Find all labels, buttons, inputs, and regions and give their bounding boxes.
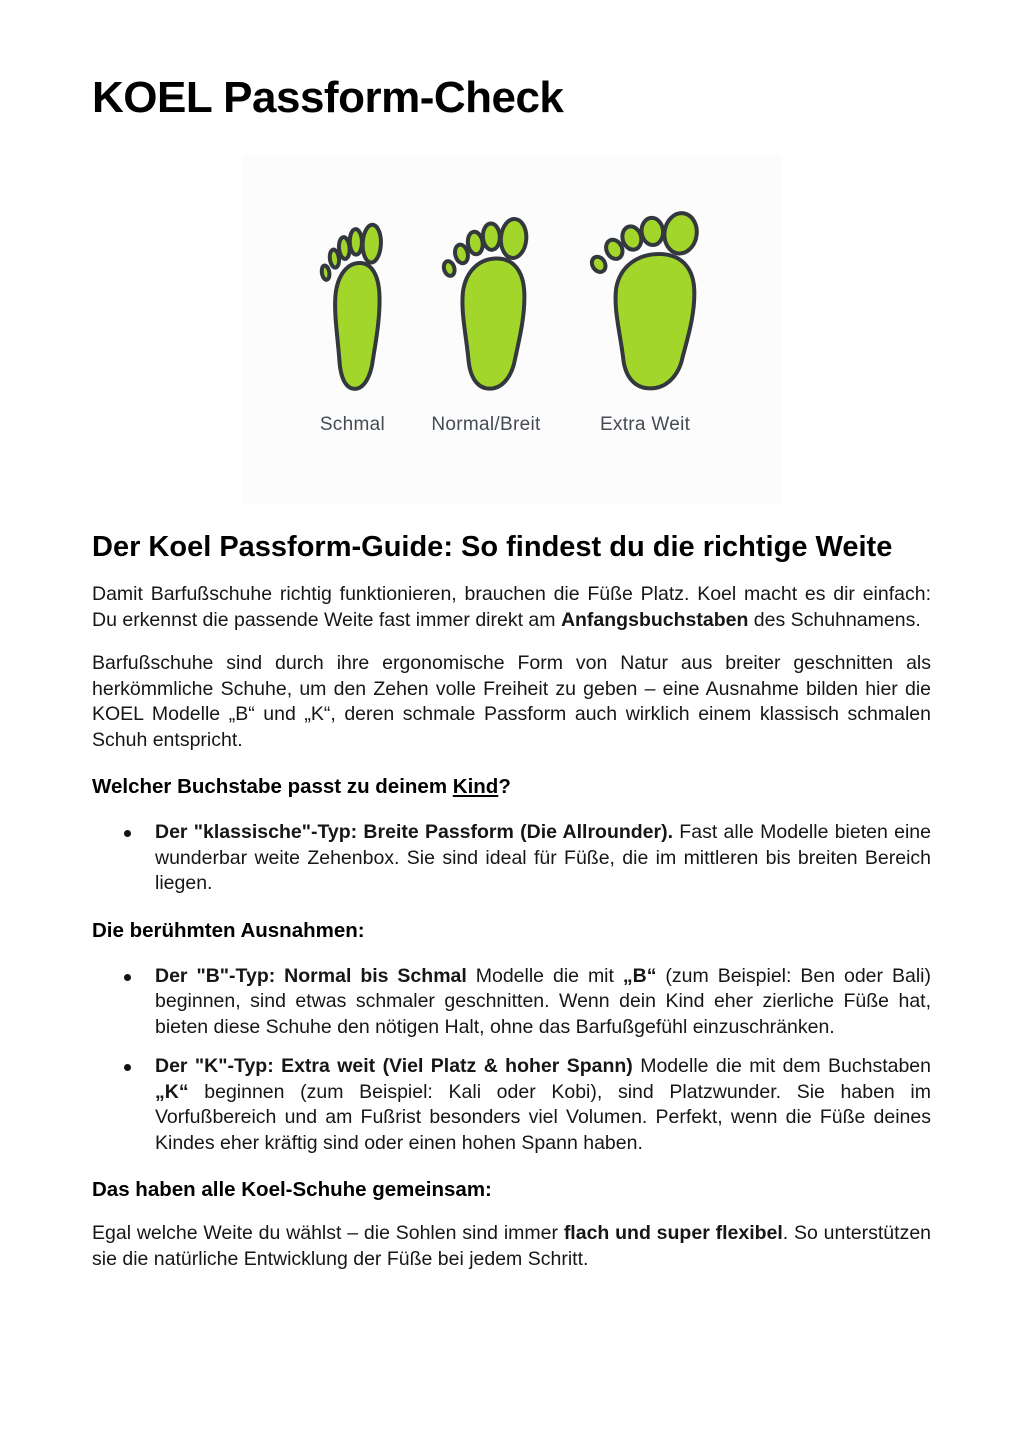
foot-label-normal-breit: Normal/Breit: [431, 414, 541, 435]
text-run: Kind: [452, 775, 499, 798]
text-run: Der "klassische"-Typ: Breite Passform (Die Allrounder).: [155, 821, 674, 843]
foot-column-normal-breit: [431, 213, 540, 436]
text-run: beginnen (zum Beispiel: Kali oder Kobi), sind Platzwunder. Sie haben im Vorfußbereich und am Fußrist besonders viel Volumen. Perfekt, wenn die Füße deines Kindes eher kräftig sind oder einen hohen Spann haben.: [155, 1080, 931, 1154]
text-run: des Schuhnamens.: [748, 608, 921, 631]
text-run: . So unterstützen sie die natürliche Entwicklung der Füße bei jedem Schritt.: [92, 1222, 932, 1270]
text-run: Modelle die mit: [466, 964, 623, 987]
text-run: Barfußschuhe sind durch ihre ergonomische Form von Natur aus breiter geschnitten als herkömmliche Schuhe, um den Zehen volle Freiheit zu geben – eine Ausnahme bilden hier die KOEL Modelle „B“ und „K“, deren schmale Passform auch wirklich einem klassisch schmalen Schuh entspricht.: [92, 652, 931, 751]
text-run: Modelle die mit dem Buchstaben: [632, 1055, 932, 1077]
text-run: Der "K"-Typ: Extra weit (Viel Platz & hoher Spann): [155, 1055, 633, 1077]
text-run: flach und super flexibel: [563, 1222, 783, 1244]
intro-paragraph-1: [92, 582, 931, 633]
footprint-normal-breit-icon: [440, 213, 532, 395]
text-run: Anfangsbuchstaben: [560, 608, 749, 631]
guide-heading: Der Koel Passform-Guide: So findest du die richtige Weite: [92, 531, 893, 563]
foot-column-schmal: [319, 219, 385, 436]
allrounder-list: [92, 820, 931, 897]
question-heading: [92, 774, 931, 800]
text-run: Welcher Buchstabe passt zu deinem: [92, 775, 453, 798]
intro-paragraph-2: [92, 651, 931, 753]
list-item-allrounder: [92, 820, 931, 897]
text-run: Fast alle Modelle bieten eine wunderbar weite Zehenbox. Sie sind ideal für Füße, die im mittleren bis breiten Bereich liegen.: [155, 821, 931, 894]
common-heading: Das haben alle Koel-Schuhe gemeinsam:: [92, 1178, 492, 1201]
footprint-row: [319, 207, 703, 436]
text-run: Damit Barfußschuhe richtig funktionieren, brauchen die Füße Platz. Koel macht es dir einfach: Du erkennst die passende Weite fast immer direkt am: [92, 583, 931, 631]
exceptions-list: [92, 964, 931, 1157]
text-run: „B“: [622, 964, 657, 987]
text-run: ?: [498, 775, 511, 798]
footprint-extra-weit-icon: [587, 207, 704, 395]
text-run: Der "B"-Typ: Normal bis Schmal: [155, 964, 467, 987]
foot-label-schmal: Schmal: [319, 414, 385, 435]
text-run: „K“: [155, 1080, 189, 1103]
footprint-schmal-icon: [319, 219, 385, 395]
foot-label-extra-weit: Extra Weit: [599, 414, 691, 435]
text-run: Egal welche Weite du wählst – die Sohlen sind immer: [92, 1222, 564, 1244]
outro-paragraph: [92, 1221, 931, 1272]
page-title: KOEL Passform-Check: [92, 73, 564, 122]
list-item-b-type: [92, 964, 931, 1041]
foot-column-extra-weit: [587, 207, 704, 436]
text-run: (zum Beispiel: Ben oder Bali) beginnen, sind etwas schmaler geschnitten. Wenn dein Kind eher zierliche Füße hat, bieten diese Schuhe den nötigen Halt, ohne das Barfußgefühl einzuschränken.: [155, 964, 931, 1038]
foot-width-figure: [242, 155, 782, 505]
list-item-k-type: [92, 1054, 931, 1156]
exceptions-heading: Die berühmten Ausnahmen:: [92, 918, 365, 942]
